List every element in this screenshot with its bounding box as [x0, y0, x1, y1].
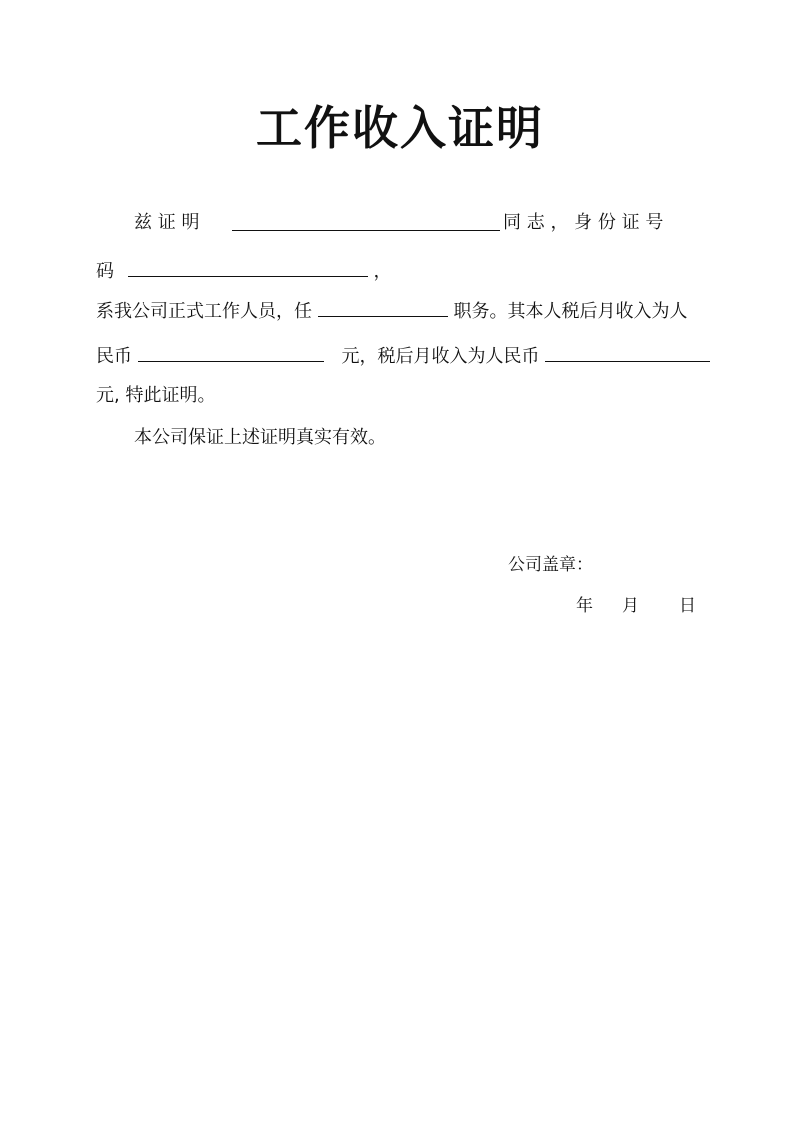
company-seal-label: 公司盖章：: [508, 555, 593, 575]
paragraph-line-6: [134, 425, 744, 451]
id-number-blank: [128, 256, 368, 277]
comrade-id-text: 同 志 ， 身 份 证 号: [503, 212, 664, 233]
currency-prefix-text: 民币: [96, 346, 132, 367]
guarantee-text: 本公司保证上述证明真实有效。: [134, 427, 386, 448]
name-blank: [232, 210, 500, 231]
document-title: 工作收入证明: [256, 101, 544, 155]
certify-prefix-text: 兹 证 明: [134, 212, 200, 233]
position-suffix-text: 职务。其本人税后月收入为人: [453, 301, 688, 322]
date-day-label: 日: [679, 596, 696, 616]
certify-closing-text: 元, 特此证明。: [96, 385, 216, 406]
paragraph-line-5: [96, 383, 706, 409]
paragraph-line-2: [96, 256, 706, 285]
paragraph-line-4: [96, 341, 706, 370]
id-number-prefix-text: 码: [96, 261, 114, 282]
paragraph-line-3: [96, 296, 706, 325]
amount-blank-1: [138, 341, 324, 362]
amount-blank-2: [545, 341, 710, 362]
id-number-suffix-text: ，: [373, 261, 392, 282]
after-tax-text: 元，税后月收入为人民币: [341, 346, 540, 367]
position-blank: [318, 296, 448, 317]
position-prefix-text: 系我公司正式工作人员，任: [96, 301, 312, 322]
date-year-label: 年: [576, 596, 593, 616]
date-month-label: 月: [622, 596, 639, 616]
